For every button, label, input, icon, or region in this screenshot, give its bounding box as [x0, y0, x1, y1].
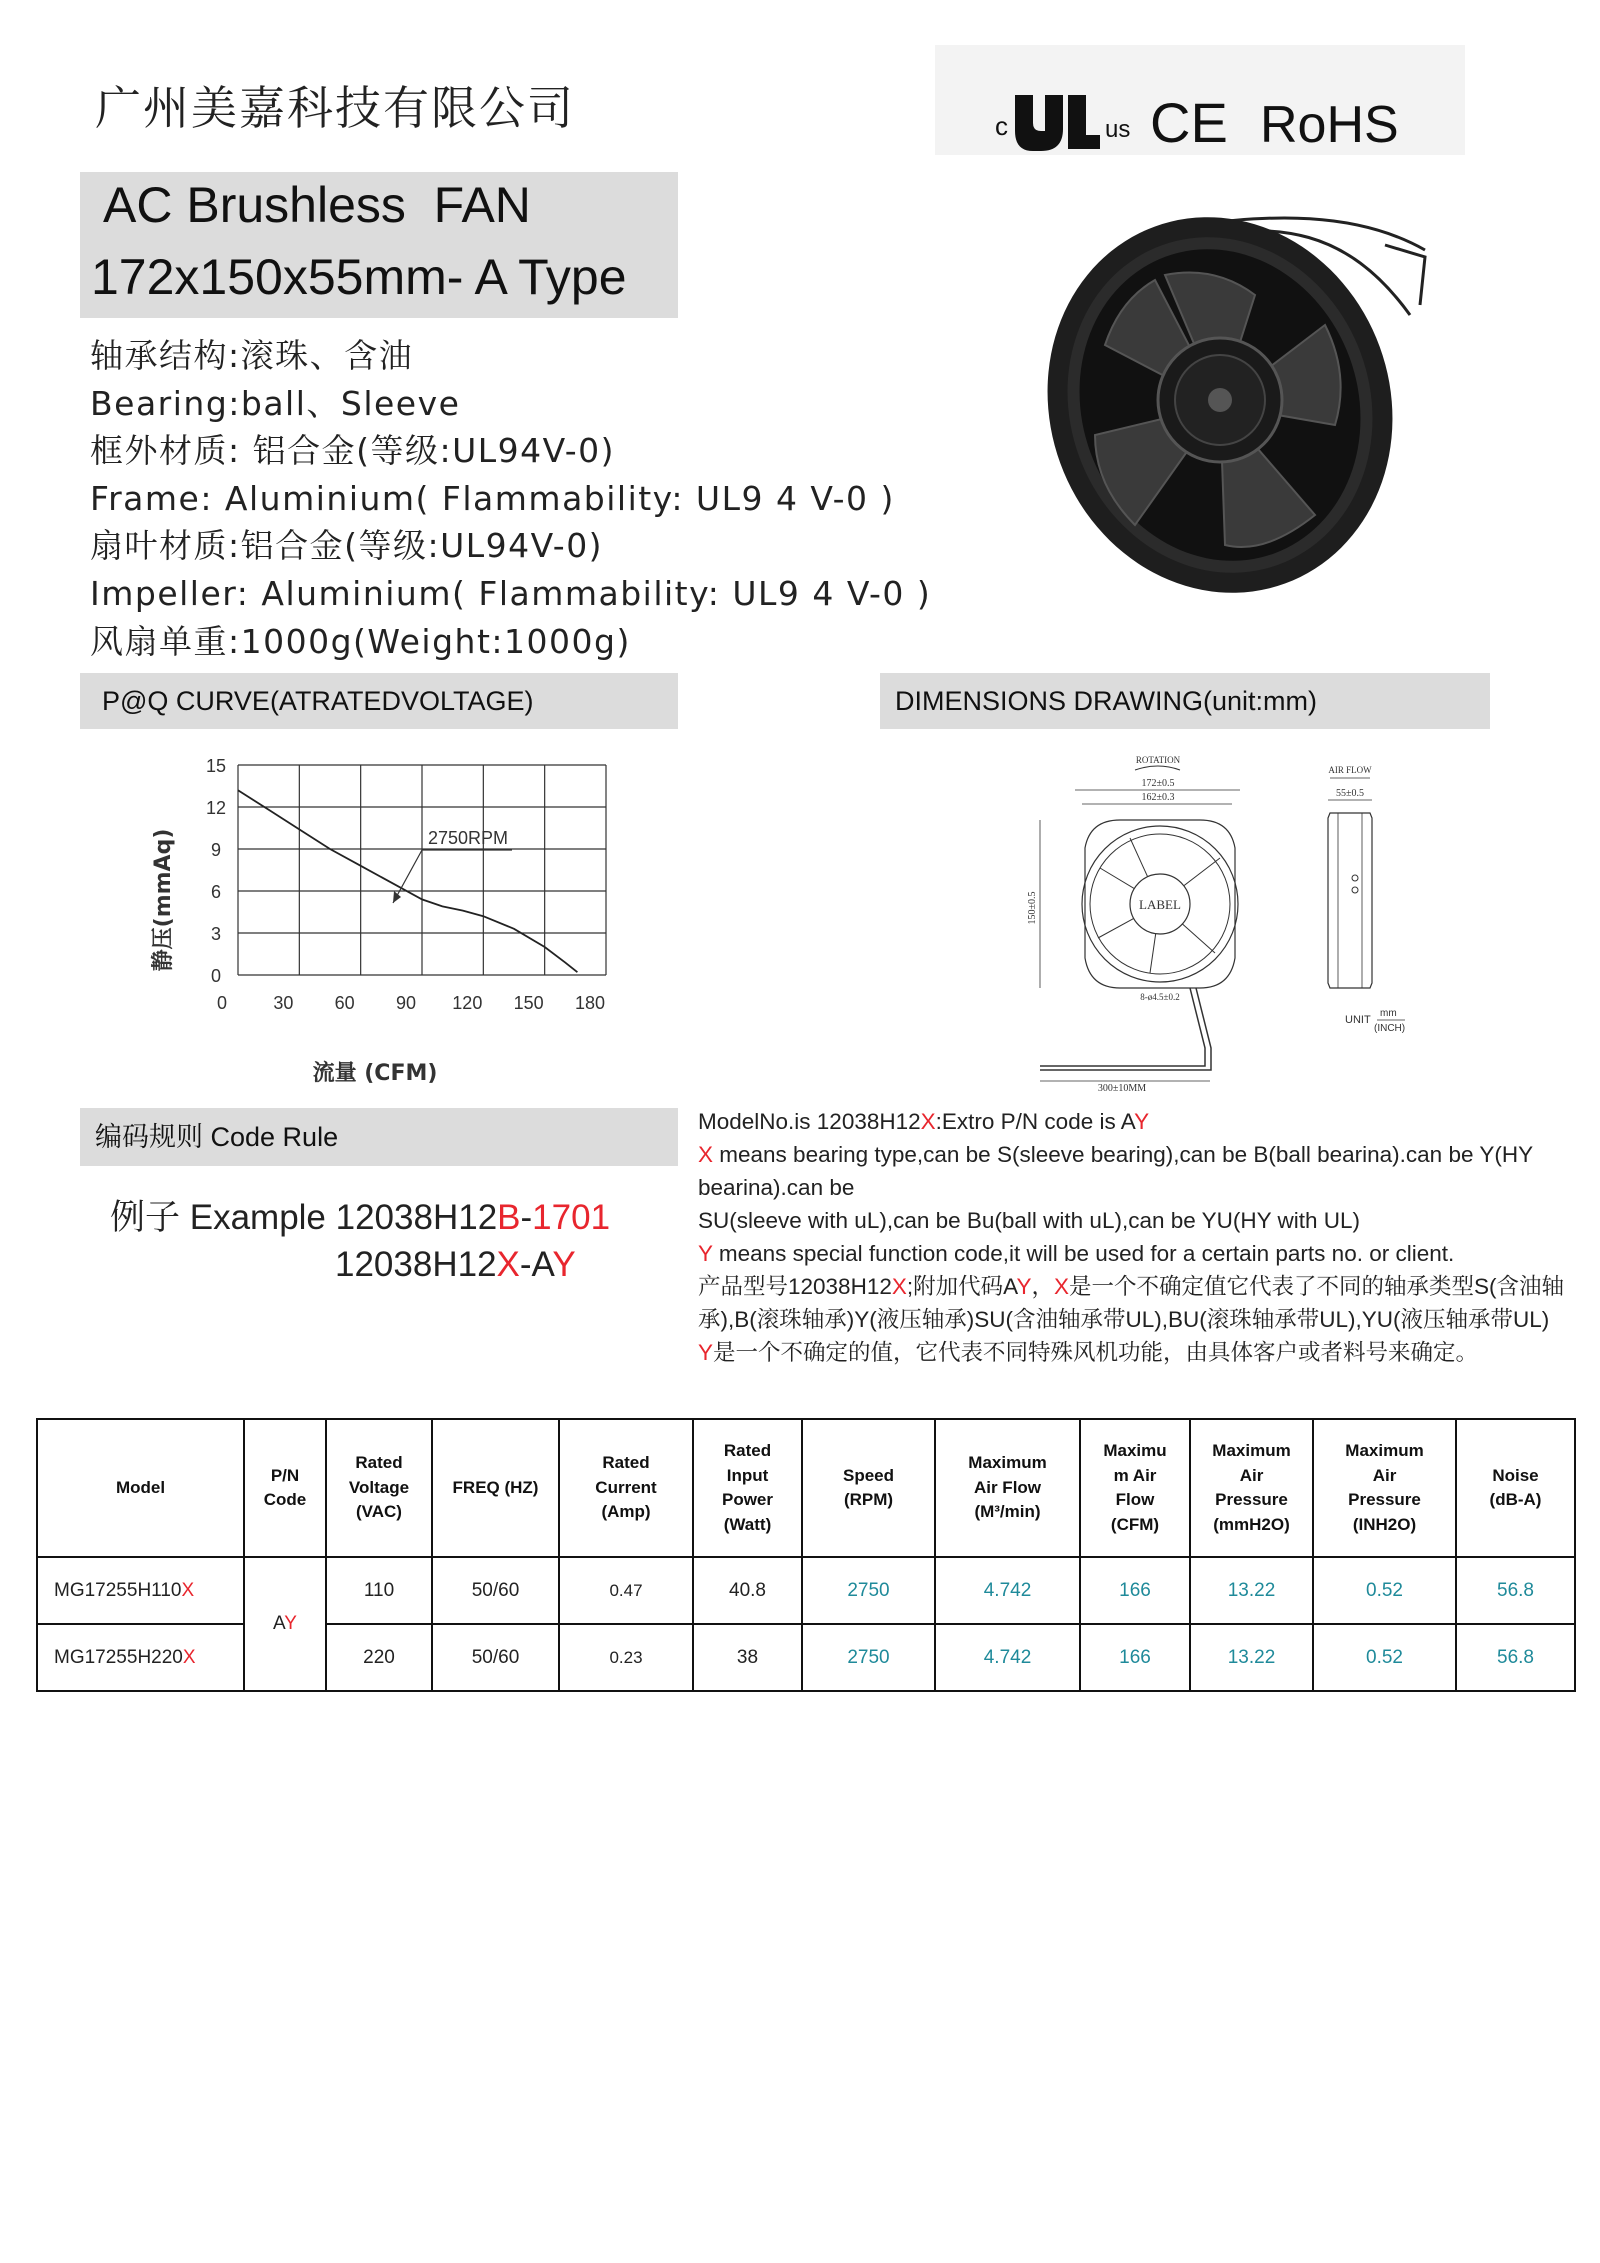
x-tick-label: 60: [334, 993, 355, 1013]
side-view: [1328, 813, 1372, 988]
example-dash: -: [520, 1198, 533, 1237]
y-tick-label: 15: [205, 756, 227, 776]
unit-mm: mm: [1380, 1008, 1397, 1019]
rotation-label: ROTATION: [1135, 755, 1181, 765]
y-axis-label: 静压(mmAq): [151, 828, 176, 972]
y-tick-labels: [206, 756, 226, 986]
depth-label: 55±0.5: [1336, 788, 1364, 799]
rohs-text: RoHS: [1260, 96, 1399, 154]
x-axis-label: 流量 (CFM): [312, 1061, 438, 1086]
table-header-row: [37, 1419, 1575, 1557]
unit-inch: (INCH): [1374, 1023, 1406, 1034]
spec-list: [90, 332, 931, 665]
unit-label: UNIT: [1345, 1014, 1371, 1026]
example2-y: Y: [552, 1245, 576, 1284]
y-tick-label: 12: [205, 798, 227, 818]
x-tick-labels: [217, 993, 605, 1013]
note-line: Y是一个不确定的值，它代表不同特殊风机功能，由具体客户或者料号来确定。: [698, 1340, 1479, 1365]
freq-cell: 50/60: [432, 1624, 559, 1691]
pq-curve-header: P@Q CURVE(ATRATEDVOLTAGE): [80, 673, 678, 729]
col-header: Noise (dB-A): [1456, 1419, 1575, 1557]
pq-curve-line: [238, 790, 577, 972]
height-label: 150±0.5: [1027, 891, 1038, 925]
code-rule-notes: [698, 1105, 1568, 1369]
col-header: Model: [37, 1419, 244, 1557]
example-b: B: [497, 1198, 521, 1237]
ul-logo-icon: [1015, 95, 1100, 151]
col-header: Maximum Air Pressure (INH2O): [1313, 1419, 1456, 1557]
product-title-line2: 172x150x55mm- A Type: [91, 249, 627, 305]
noise-cell: 56.8: [1456, 1624, 1575, 1691]
x-tick-label: 0: [216, 993, 228, 1013]
noise-cell: 56.8: [1456, 1557, 1575, 1624]
example-line2: [335, 1245, 576, 1285]
pq-curve-chart: [110, 745, 630, 1090]
dimensions-drawing: [1010, 748, 1460, 1093]
power-cell: 40.8: [693, 1557, 802, 1624]
current-cell: 0.47: [559, 1557, 693, 1624]
col-header: Speed (RPM): [802, 1419, 935, 1557]
example-prefix: 例子 Example 12038H12: [110, 1198, 498, 1237]
lead-wires: [1040, 988, 1205, 1066]
pressure-mm-cell: 13.22: [1190, 1557, 1313, 1624]
rotation-arrow-icon: [1135, 766, 1180, 770]
x-tick-label: 90: [395, 993, 417, 1013]
holes-label: 8-ø4.5±0.2: [1140, 992, 1180, 1002]
product-title-line1: AC Brushless FAN: [103, 177, 531, 233]
ul-us-text: us: [1105, 116, 1131, 143]
pn-code-cell: AY: [244, 1557, 326, 1691]
certification-logos-svg: [935, 45, 1465, 155]
ce-mark-icon: CE: [1150, 91, 1228, 154]
airflow-cfm-cell: 166: [1080, 1624, 1190, 1691]
spec-line: Impeller: Aluminium( Flammability: UL9 4 V-0 ): [90, 573, 932, 613]
example2-prefix: 12038H12: [335, 1245, 497, 1284]
pressure-mm-cell: 13.22: [1190, 1624, 1313, 1691]
x-tick-label: 180: [574, 993, 606, 1013]
col-header: Maximum Air Flow (M³/min): [935, 1419, 1080, 1557]
note-line: ModelNo.is 12038H12X:Extro P/N code is AY: [698, 1109, 1150, 1134]
example2-x: X: [496, 1245, 520, 1284]
voltage-cell: 220: [326, 1624, 432, 1691]
voltage-cell: 110: [326, 1557, 432, 1624]
certification-logos: [935, 45, 1465, 155]
lead-length-label: 300±10MM: [1097, 1083, 1147, 1093]
y-tick-label: 6: [210, 882, 222, 902]
col-header: Rated Current (Amp): [559, 1419, 693, 1557]
fan-illustration: [1025, 195, 1445, 615]
current-cell: 0.23: [559, 1624, 693, 1691]
spec-line: 框外材质: 铝合金(等级:UL94V-0): [90, 431, 616, 471]
note-line: SU(sleeve with uL),can be Bu(ball with uL),can be YU(HY with UL): [698, 1208, 1360, 1233]
model-cell: MG17255H110X: [37, 1557, 244, 1624]
power-cell: 38: [693, 1624, 802, 1691]
spec-line: 风扇单重:1000g(Weight:1000g): [90, 621, 631, 661]
spec-line: 扇叶材质:铝合金(等级:UL94V-0): [90, 526, 604, 566]
terminal-icon: [1352, 887, 1358, 893]
example-num: 1701: [532, 1198, 611, 1237]
col-header: FREQ (HZ): [432, 1419, 559, 1557]
y-tick-label: 3: [210, 924, 222, 944]
col-header: Rated Input Power (Watt): [693, 1419, 802, 1557]
airflow-m3-cell: 4.742: [935, 1557, 1080, 1624]
fan-product-image: [1025, 195, 1445, 615]
pq-chart-svg: [110, 745, 630, 1090]
table-row: [37, 1557, 1575, 1624]
x-tick-label: 150: [513, 993, 544, 1013]
company-name: 广州美嘉科技有限公司: [95, 81, 575, 135]
width-outer-label: 172±0.5: [1141, 778, 1175, 789]
dimensions-drawing-svg: [1010, 748, 1460, 1093]
note-line: 产品型号12038H12X;附加代码AY，X是一个不确定值它代表了不同的轴承类型S(含油轴承),B(滚珠轴承)Y(液压轴承)SU(含油轴承带UL),BU(滚珠轴承带UL),YU(液压轴承带UL): [698, 1274, 1565, 1332]
airflow-cfm-cell: 166: [1080, 1557, 1190, 1624]
speed-cell: 2750: [802, 1557, 935, 1624]
spec-table: [36, 1418, 1576, 1692]
note-line: X means bearing type,can be S(sleeve bearing),can be B(ball bearina).can be Y(HY bearina).can be: [698, 1142, 1533, 1200]
model-cell: MG17255H220X: [37, 1624, 244, 1691]
speed-cell: 2750: [802, 1624, 935, 1691]
terminal-icon: [1352, 875, 1358, 881]
rpm-annotation: 2750RPM: [428, 828, 509, 848]
pressure-in-cell: 0.52: [1313, 1624, 1456, 1691]
col-header: Maximum Air Pressure (mmH2O): [1190, 1419, 1313, 1557]
ul-c-text: c: [995, 111, 1008, 141]
air-flow-label: AIR FLOW: [1328, 765, 1372, 775]
x-tick-label: 30: [273, 993, 294, 1013]
spec-line: Frame: Aluminium( Flammability: UL9 4 V-0 ): [90, 478, 895, 518]
y-tick-label: 0: [210, 966, 222, 986]
code-rule-header: 编码规则 Code Rule: [80, 1108, 678, 1166]
pressure-in-cell: 0.52: [1313, 1557, 1456, 1624]
airflow-m3-cell: 4.742: [935, 1624, 1080, 1691]
note-line: Y means special function code,it will be used for a certain parts no. or client.: [698, 1241, 1455, 1266]
example-line1: [110, 1190, 610, 1240]
example2-dash: -A: [519, 1245, 553, 1284]
col-header: Maximu m Air Flow (CFM): [1080, 1419, 1190, 1557]
chart-grid: [238, 765, 606, 975]
y-tick-label: 9: [210, 840, 222, 860]
spec-line: 轴承结构:滚珠、含油: [90, 336, 414, 375]
dimensions-header: DIMENSIONS DRAWING(unit:mm): [880, 673, 1490, 729]
spec-line: Bearing:ball、Sleeve: [90, 383, 461, 423]
hub-label: LABEL: [1139, 897, 1181, 912]
col-header: P/N Code: [244, 1419, 326, 1557]
col-header: Rated Voltage (VAC): [326, 1419, 432, 1557]
width-inner-label: 162±0.3: [1141, 792, 1175, 803]
x-tick-label: 120: [452, 993, 483, 1013]
freq-cell: 50/60: [432, 1557, 559, 1624]
annotation-arrowhead: [393, 891, 401, 903]
